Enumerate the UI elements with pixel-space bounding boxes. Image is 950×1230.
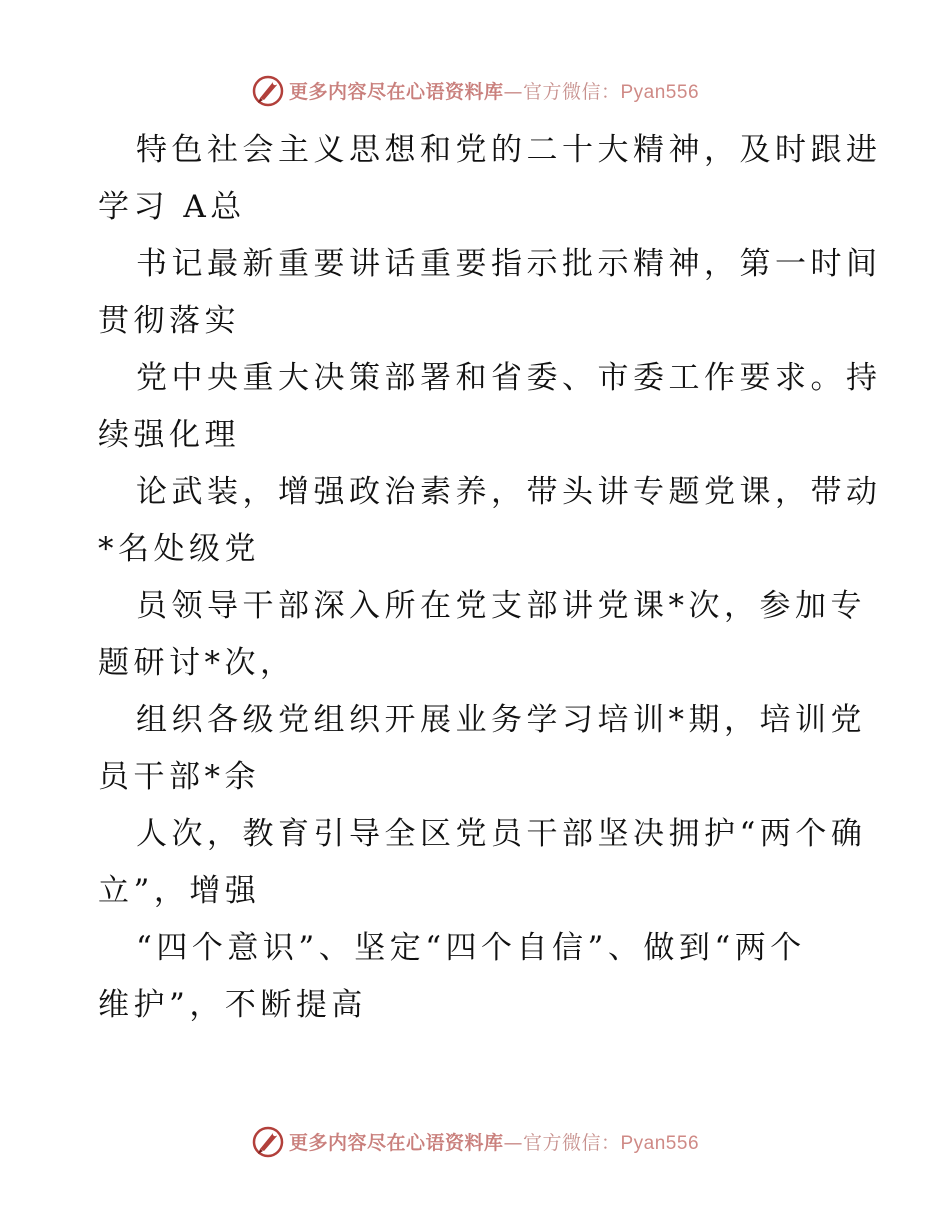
paragraph-line: 题研讨*次，	[98, 645, 296, 681]
paragraph	[98, 806, 867, 920]
paragraph	[98, 122, 882, 236]
watermark-wechat-id: Pyan556	[620, 1132, 700, 1154]
watermark-separator: —	[503, 1131, 523, 1154]
watermark-wechat-label: 官方微信：	[522, 80, 621, 103]
pen-logo-icon	[251, 73, 285, 107]
paragraph	[98, 692, 866, 806]
paragraph-line: *名处级党	[98, 531, 260, 567]
watermark-site: 更多内容尽在心语资料库	[288, 80, 504, 103]
paragraph-line: 员领导干部深入所在党支部讲党课*次，参加专	[136, 588, 866, 624]
paragraph	[98, 578, 866, 692]
document-body	[98, 122, 882, 1034]
paragraph-line: “四个意识”、坚定“四个自信”、做到“两个	[136, 930, 806, 966]
header-watermark	[0, 70, 950, 110]
paragraph-line: 组织各级党组织开展业务学习培训*期，培训党	[136, 702, 866, 738]
paragraph-line: 续强化理	[98, 417, 240, 453]
paragraph	[98, 920, 858, 1034]
paragraph-line: 书记最新重要讲话重要指示批示精神，第一时间	[136, 246, 882, 282]
paragraph	[98, 350, 882, 464]
paragraph	[98, 236, 882, 350]
paragraph-line: 立”，增强	[98, 873, 261, 909]
watermark-wechat-label: 官方微信：	[522, 1131, 621, 1154]
paragraph-line: 学习 A总	[98, 189, 246, 225]
paragraph-line: 员干部*余	[98, 759, 260, 795]
paragraph-line: 特色社会主义思想和党的二十大精神，及时跟进	[136, 132, 882, 168]
watermark-separator: —	[503, 80, 523, 103]
watermark-wechat-id: Pyan556	[620, 81, 700, 103]
footer-watermark	[0, 1121, 950, 1161]
paragraph-line: 贯彻落实	[98, 303, 240, 339]
pen-logo-icon	[251, 1124, 285, 1158]
paragraph-line: 党中央重大决策部署和省委、市委工作要求。持	[136, 360, 882, 396]
paragraph-line: 维护”，不断提高	[98, 987, 367, 1023]
paragraph	[98, 464, 882, 578]
paragraph-line: 人次，教育引导全区党员干部坚决拥护“两个确	[136, 816, 867, 852]
watermark-site: 更多内容尽在心语资料库	[288, 1131, 504, 1154]
paragraph-line: 论武装，增强政治素养，带头讲专题党课，带动	[136, 474, 882, 510]
